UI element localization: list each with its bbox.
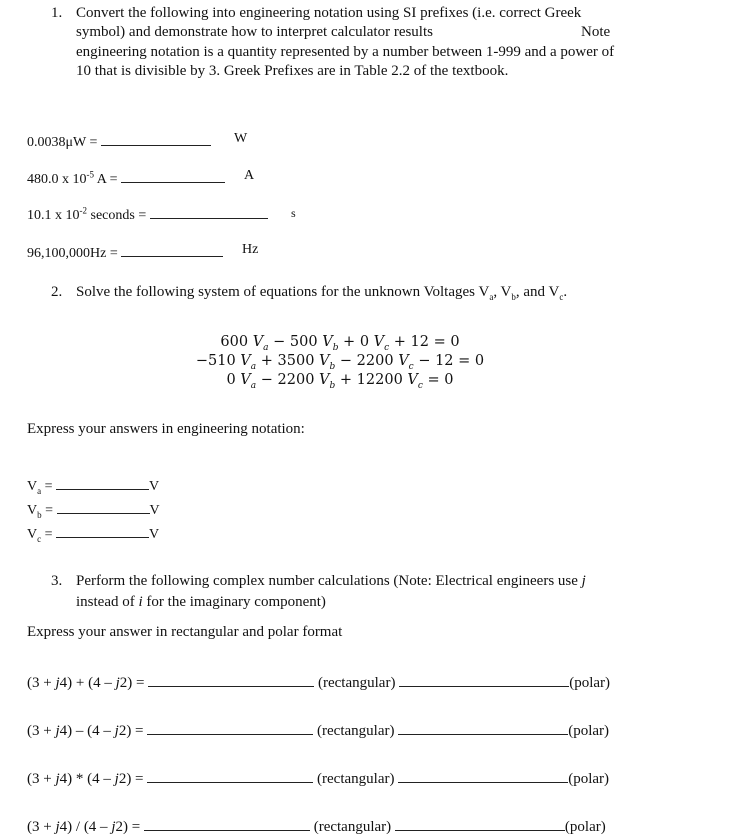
complex-mul-rect-field[interactable] xyxy=(147,768,313,783)
complex-div-rect-field[interactable] xyxy=(144,816,310,831)
answer-vc-eq: = xyxy=(41,527,53,542)
equation-2 xyxy=(0,353,680,372)
q3-line-1-text: Perform the following complex number calculations (Note: Electrical engineers use xyxy=(76,573,582,589)
answer-vb xyxy=(27,499,160,520)
q1-item-3-answer-field[interactable] xyxy=(150,204,268,219)
q1-line-4: 10 that is divisible by 3. Greek Prefixes are in Table 2.2 of the textbook. xyxy=(76,63,509,79)
q1-item-4-unit: Hz xyxy=(242,242,259,257)
answer-vc-unit: V xyxy=(149,527,160,542)
eq1-term-3: + 0 xyxy=(338,334,374,350)
q3-i-symbol: i xyxy=(138,594,143,610)
equation-1 xyxy=(0,334,680,353)
answer-vc-sub: c xyxy=(37,533,42,544)
complex-add-polar-label: (polar) xyxy=(569,675,611,691)
q1-item-4-prefix: 96,100,000Hz = xyxy=(27,246,118,261)
complex-sub-polar-label: (polar) xyxy=(568,723,610,739)
q1-item-1-prefix: 0.0038μW = xyxy=(27,135,98,150)
eq2-term-2: + 3500 xyxy=(256,353,320,369)
q1-item-1 xyxy=(27,131,211,151)
answer-va-sub: a xyxy=(37,485,42,496)
q1-number: 1. xyxy=(51,5,63,21)
q3-express-instruction: Express your answer in rectangular and polar format xyxy=(27,624,343,640)
eq2-term-4: − 12 = 0 xyxy=(413,353,485,369)
q1-item-2 xyxy=(27,168,225,188)
q1-line-3: engineering notation is a quantity represented by a number between 1-999 and a power of xyxy=(76,44,615,60)
q3-line-1 xyxy=(76,573,586,590)
eq2-var-c: $V_c$ xyxy=(398,353,414,372)
complex-sub-rect-field[interactable] xyxy=(147,720,313,735)
eq3-var-a: $V_a$ xyxy=(240,372,257,391)
complex-div-rect-label: (rectangular) xyxy=(313,819,392,835)
q2-number: 2. xyxy=(51,284,63,300)
equation-3 xyxy=(0,372,680,391)
q3-number: 3. xyxy=(51,573,63,589)
eq1-var-c: $V_c$ xyxy=(373,334,390,353)
q1-item-3-prefix-a: 10.1 x 10 xyxy=(27,208,80,223)
complex-row-sub xyxy=(27,720,609,740)
complex-sub-lhs: (3 + j4) – (4 – j2) = xyxy=(27,723,144,739)
q1-line-2: symbol) and demonstrate how to interpret calculator results xyxy=(76,24,433,40)
complex-sub-polar-field[interactable] xyxy=(398,720,568,735)
eq3-term-4: = 0 xyxy=(422,372,454,388)
eq3-var-c: $V_c$ xyxy=(407,372,423,391)
complex-add-polar-field[interactable] xyxy=(399,672,569,687)
answer-vc-field[interactable] xyxy=(56,523,149,538)
q3-line-2-b: for the imaginary component) xyxy=(142,594,326,610)
complex-mul-lhs: (3 + j4) * (4 – j2) = xyxy=(27,771,144,787)
answer-vc xyxy=(27,523,159,544)
answer-vb-field[interactable] xyxy=(57,499,150,514)
answer-va-field[interactable] xyxy=(56,475,149,490)
q1-item-2-answer-field[interactable] xyxy=(121,168,225,183)
complex-mul-rect-label: (rectangular) xyxy=(317,771,395,787)
q3-line-2 xyxy=(76,594,326,611)
answer-vb-sub: b xyxy=(37,509,42,520)
answer-va-label: V xyxy=(27,479,38,494)
q1-item-3-unit: s xyxy=(291,206,296,220)
answer-vc-label: V xyxy=(27,527,38,542)
complex-div-polar-label: (polar) xyxy=(564,819,606,835)
complex-mul-polar-label: (polar) xyxy=(568,771,610,787)
complex-add-rect-field[interactable] xyxy=(148,672,314,687)
complex-row-add xyxy=(27,672,610,692)
q3-j-symbol: j xyxy=(581,573,586,589)
complex-add-lhs: (3 + j4) + (4 – j2) = xyxy=(27,675,145,691)
answer-vb-unit: V xyxy=(149,503,160,518)
q2-sub-b: b xyxy=(511,292,516,302)
eq1-term-4: + 12 = 0 xyxy=(389,334,460,350)
q1-item-2-unit: A xyxy=(244,168,255,183)
q1-item-3 xyxy=(27,204,268,224)
eq3-term-3: + 12200 xyxy=(335,372,408,388)
q1-line-1: Convert the following into engineering notation using SI prefixes (i.e. correct Greek xyxy=(76,5,582,21)
eq3-var-b: $V_b$ xyxy=(319,372,336,391)
eq2-var-a: $V_a$ xyxy=(240,353,257,372)
q1-item-4 xyxy=(27,242,223,262)
q2-prompt-d: . xyxy=(563,284,568,300)
eq2-var-b: $V_b$ xyxy=(319,353,336,372)
eq2-term-1: −510 xyxy=(195,353,241,369)
q2-express-instruction: Express your answers in engineering notation: xyxy=(27,421,305,437)
answer-vb-eq: = xyxy=(41,503,54,518)
q1-item-2-prefix-a: 480.0 x 10 xyxy=(27,172,87,187)
answer-va-unit: V xyxy=(149,479,160,494)
eq3-term-2: − 2200 xyxy=(256,372,320,388)
q1-item-3-prefix-b: seconds = xyxy=(87,208,147,223)
eq2-term-3: − 2200 xyxy=(335,353,399,369)
complex-row-div xyxy=(27,816,606,836)
q2-prompt-c: , and V xyxy=(515,284,560,300)
complex-mul-polar-field[interactable] xyxy=(398,768,568,783)
answer-va xyxy=(27,475,159,496)
eq1-var-a: $V_a$ xyxy=(252,334,269,353)
complex-div-polar-field[interactable] xyxy=(395,816,565,831)
q1-note-label: Note xyxy=(581,24,611,40)
complex-sub-rect-label: (rectangular) xyxy=(317,723,395,739)
q1-item-2-prefix-b: A = xyxy=(94,172,118,187)
q2-prompt-a: Solve the following system of equations for the unknown Voltages V xyxy=(76,284,490,300)
q2-sub-a: a xyxy=(489,292,494,302)
eq1-var-b: $V_b$ xyxy=(322,334,339,353)
answer-va-eq: = xyxy=(41,479,53,494)
answer-vb-label: V xyxy=(27,503,38,518)
q1-item-4-answer-field[interactable] xyxy=(121,242,223,257)
complex-div-lhs: (3 + j4) / (4 – j2) = xyxy=(27,819,141,835)
eq1-term-2: − 500 xyxy=(268,334,323,350)
q1-item-2-exponent: -5 xyxy=(86,169,94,180)
q2-prompt xyxy=(76,284,567,302)
complex-add-rect-label: (rectangular) xyxy=(318,675,396,691)
eq1-term-1: 600 xyxy=(220,334,253,350)
complex-row-mul xyxy=(27,768,609,788)
eq3-term-1: 0 xyxy=(226,372,241,388)
q1-item-3-exponent: -2 xyxy=(79,205,87,216)
q1-item-1-unit: W xyxy=(234,131,248,146)
q2-sub-c: c xyxy=(559,292,564,302)
q3-line-2-a: instead of xyxy=(76,594,139,610)
q1-item-1-answer-field[interactable] xyxy=(101,131,211,146)
q2-prompt-b: , V xyxy=(493,284,512,300)
